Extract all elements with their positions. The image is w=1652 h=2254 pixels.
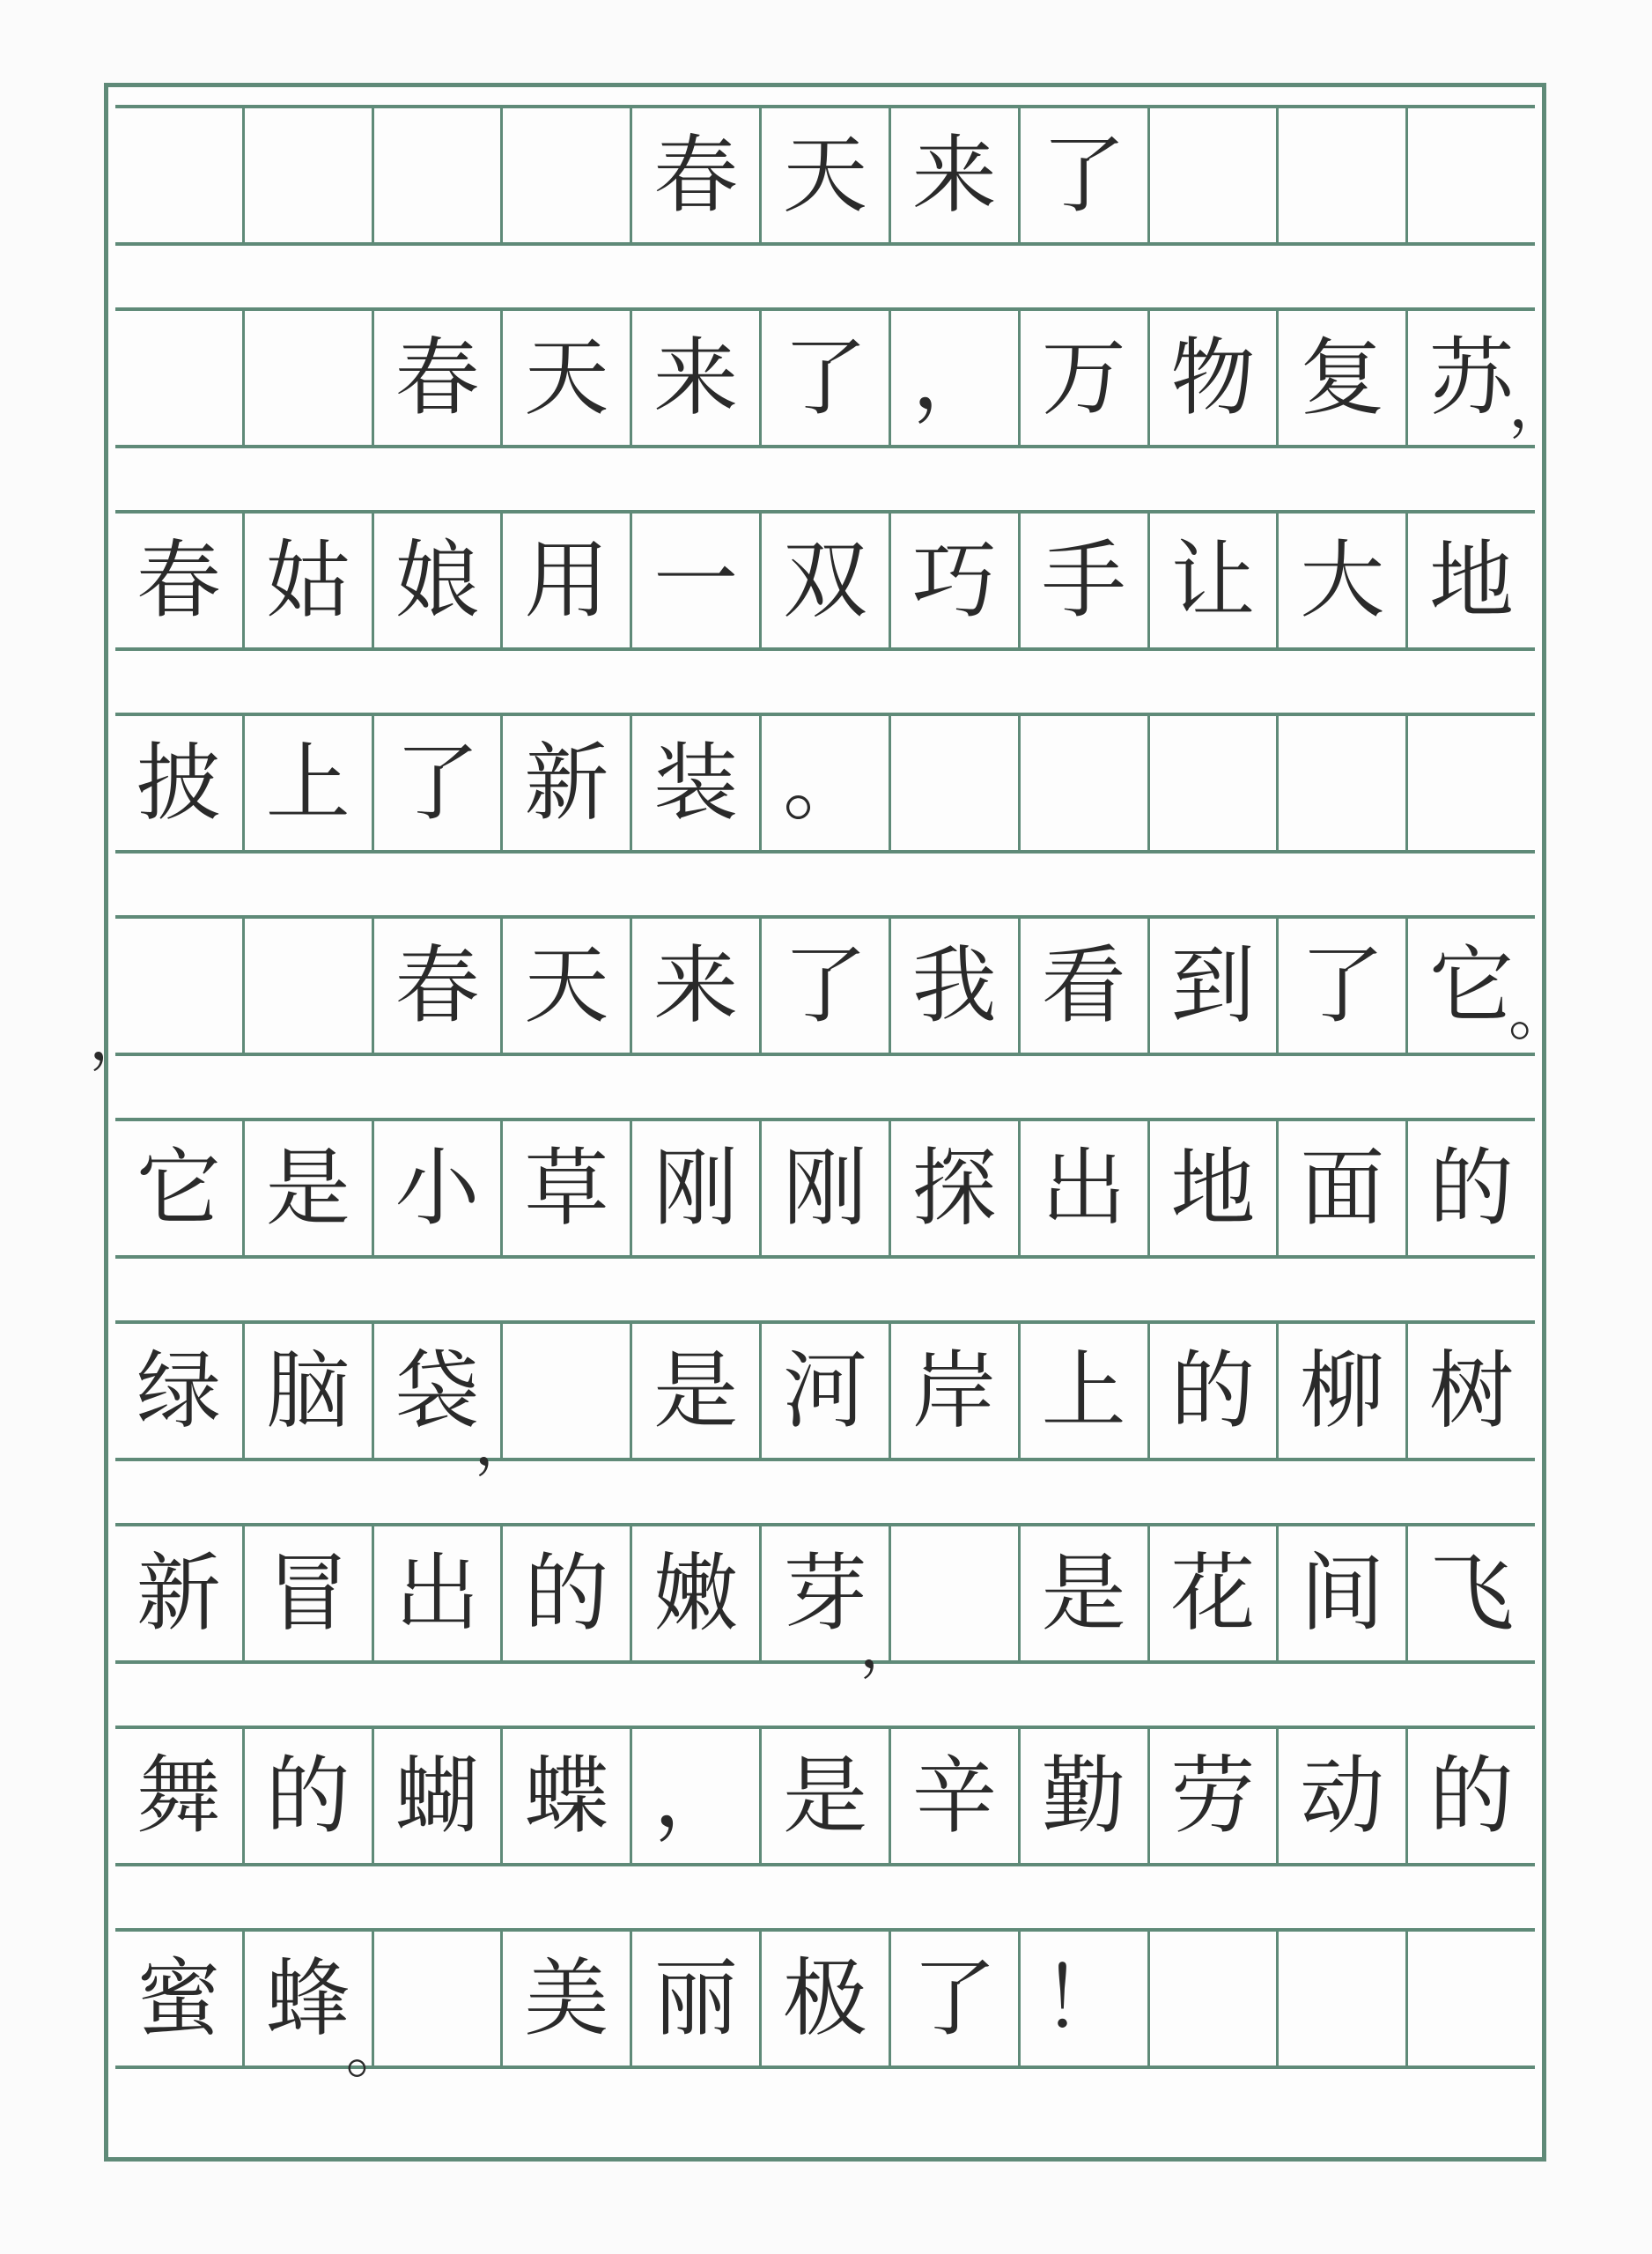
handwritten-character: ！ (1041, 1949, 1126, 2048)
handwritten-character: 了 (395, 734, 480, 832)
handwritten-character: 春 (395, 329, 480, 427)
handwritten-character: 探 (911, 1139, 997, 1238)
handwritten-character: 蝴 (395, 1747, 480, 1845)
handwritten-character: 手 (1041, 531, 1126, 630)
handwritten-character: 小 (395, 1139, 480, 1238)
trailing-punctuation: 。 (1508, 977, 1570, 1049)
handwritten-character: 是 (653, 1341, 739, 1440)
handwritten-character: 上 (265, 734, 350, 832)
handwritten-character: 辛 (911, 1747, 997, 1845)
grid-cell (630, 514, 759, 647)
grid-cell (500, 108, 630, 242)
grid-cell (115, 108, 242, 242)
handwritten-character: 勤 (1041, 1747, 1126, 1845)
grid-cell (372, 716, 501, 850)
grid-cell (372, 108, 501, 242)
grid-cell (889, 1932, 1018, 2066)
grid-cell (500, 311, 630, 445)
grid-cell (500, 514, 630, 647)
grid-cell (1147, 1526, 1277, 1660)
grid-row (89, 915, 1570, 1074)
handwritten-character: 脑 (265, 1341, 350, 1440)
handwritten-character: 冒 (265, 1544, 350, 1643)
handwritten-character: 芽 (782, 1544, 867, 1643)
grid-cell (1276, 1526, 1405, 1660)
handwritten-character: 袋 (395, 1341, 480, 1440)
grid-cell (1147, 514, 1277, 647)
grid-cell (759, 919, 889, 1053)
handwritten-character: 树 (1429, 1341, 1515, 1440)
handwritten-character: 来 (653, 329, 739, 427)
handwritten-character: 娘 (395, 531, 480, 630)
handwritten-character: 蜜 (136, 1949, 221, 2048)
grid-cell (759, 1932, 889, 2066)
handwritten-character: 河 (782, 1341, 867, 1440)
grid-cell (372, 1729, 501, 1863)
grid-cell (630, 311, 759, 445)
grid-cell (1018, 1324, 1147, 1458)
grid-cell (1147, 1121, 1277, 1255)
handwritten-character: 。 (782, 734, 867, 832)
handwritten-character: 地 (1170, 1139, 1256, 1238)
grid-cell (1018, 1526, 1147, 1660)
handwritten-character: 极 (782, 1949, 867, 2048)
writing-grid-sheet (89, 83, 1570, 2162)
handwritten-character: 出 (1041, 1139, 1126, 1238)
grid-cell (372, 1121, 501, 1255)
grid-cell (115, 1121, 242, 1255)
grid-cell (759, 514, 889, 647)
grid-row (115, 510, 1535, 651)
grid-cell (1147, 1729, 1277, 1863)
handwritten-character: 是 (1041, 1544, 1126, 1643)
handwritten-character: 的 (1429, 1747, 1515, 1845)
grid-cell (1405, 1932, 1535, 2066)
handwritten-character: 了 (782, 329, 867, 427)
grid-cell (242, 108, 372, 242)
grid-row (115, 1928, 1535, 2087)
handwritten-character: 披 (136, 734, 221, 832)
grid-cell (759, 1324, 889, 1458)
handwritten-character: 了 (782, 936, 867, 1035)
handwritten-character: 蝶 (524, 1747, 609, 1845)
inline-punctuation: ， (859, 1609, 921, 1681)
handwritten-character: 了 (1041, 126, 1126, 225)
grid-cell (1276, 1121, 1405, 1255)
handwritten-character: 的 (265, 1747, 350, 1845)
handwritten-character: 嫩 (653, 1544, 739, 1643)
handwritten-character: 一 (653, 531, 739, 630)
grid-row (115, 1523, 1535, 1681)
grid-cell (242, 1324, 372, 1458)
grid-cell (1276, 311, 1405, 445)
grid-cell (759, 311, 889, 445)
grid-cell (372, 514, 501, 647)
grid-cell (1276, 514, 1405, 647)
handwritten-character: 天 (782, 126, 867, 225)
grid-cell (115, 311, 242, 445)
grid-cell (1018, 919, 1147, 1053)
grid-cell (115, 1324, 242, 1458)
grid-cell (1018, 311, 1147, 445)
grid-cell (630, 108, 759, 242)
handwritten-character: 花 (1170, 1544, 1256, 1643)
handwritten-character: 的 (1429, 1139, 1515, 1238)
handwritten-character: 美 (524, 1949, 609, 2048)
handwritten-character: 岸 (911, 1341, 997, 1440)
grid-cell (242, 514, 372, 647)
grid-row (115, 105, 1535, 246)
grid-cell (1018, 1121, 1147, 1255)
handwritten-character: ， (653, 1747, 739, 1845)
handwritten-character: 我 (911, 936, 997, 1035)
handwritten-character: 刚 (782, 1139, 867, 1238)
grid-row (115, 307, 1570, 448)
inline-punctuation: ， (474, 1407, 536, 1479)
handwritten-character: 新 (524, 734, 609, 832)
grid-cell (759, 1729, 889, 1863)
grid-cell (242, 919, 372, 1053)
grid-cell (889, 311, 1018, 445)
handwritten-character: 上 (1041, 1341, 1126, 1440)
inline-punctuation: 。 (345, 2014, 408, 2087)
grid-cell (1276, 716, 1405, 850)
grid-cell (372, 1526, 501, 1660)
grid-cell (889, 1324, 1018, 1458)
inline-punctuation: ， (89, 1001, 151, 1074)
grid-cell (1018, 1932, 1147, 2066)
handwritten-character: 它 (1429, 936, 1515, 1035)
grid-cell (1147, 1932, 1277, 2066)
handwritten-character: 复 (1300, 329, 1385, 427)
handwritten-character: 柳 (1300, 1341, 1385, 1440)
grid-cell (115, 514, 242, 647)
handwritten-character: 春 (395, 936, 480, 1035)
handwritten-character: 春 (653, 126, 739, 225)
handwritten-character: 面 (1300, 1139, 1385, 1238)
handwritten-character: 地 (1429, 531, 1515, 630)
grid-cell (1405, 1526, 1535, 1660)
handwritten-character: 来 (653, 936, 739, 1035)
grid-cell (759, 1121, 889, 1255)
grid-cell (889, 108, 1018, 242)
handwritten-character: 间 (1300, 1544, 1385, 1643)
grid-row (115, 1320, 1535, 1479)
handwritten-character: 飞 (1429, 1544, 1515, 1643)
handwritten-character: 天 (524, 936, 609, 1035)
handwritten-character: 出 (395, 1544, 480, 1643)
grid-cell (889, 1729, 1018, 1863)
grid-cell (242, 1121, 372, 1255)
handwritten-character: 大 (1300, 531, 1385, 630)
handwritten-character: 让 (1170, 531, 1256, 630)
grid-cell (1405, 514, 1535, 647)
grid-cell (372, 919, 501, 1053)
handwritten-character: 绿 (136, 1341, 221, 1440)
handwritten-character: 双 (782, 531, 867, 630)
grid-cell (1405, 1121, 1535, 1255)
grid-cell (630, 716, 759, 850)
grid-cell (1276, 1932, 1405, 2066)
grid-cell (889, 716, 1018, 850)
grid-cell (1276, 108, 1405, 242)
handwritten-character: 是 (782, 1747, 867, 1845)
grid-row (115, 713, 1535, 854)
grid-cell (1018, 514, 1147, 647)
grid-cell (242, 716, 372, 850)
grid-cell (242, 311, 372, 445)
handwritten-character: 蜂 (265, 1949, 350, 2048)
grid-cell (1276, 1324, 1405, 1458)
grid-cell (1405, 716, 1535, 850)
grid-cell (115, 716, 242, 850)
grid-cell (1147, 716, 1277, 850)
handwritten-character: 它 (136, 1139, 221, 1238)
grid-cell (1018, 716, 1147, 850)
grid-cell (630, 1324, 759, 1458)
grid-cell (1147, 311, 1277, 445)
grid-cell (1276, 919, 1405, 1053)
grid-cell (630, 1526, 759, 1660)
handwritten-character: 丽 (653, 1949, 739, 2048)
handwritten-character: 动 (1300, 1747, 1385, 1845)
grid-cell (1405, 108, 1535, 242)
grid-cell (1147, 919, 1277, 1053)
handwritten-character: 看 (1041, 936, 1126, 1035)
handwritten-character: 苏 (1429, 329, 1515, 427)
grid-cell (115, 1729, 242, 1863)
handwritten-character: 装 (653, 734, 739, 832)
handwritten-character: 到 (1170, 936, 1256, 1035)
handwritten-character: 巧 (911, 531, 997, 630)
handwritten-character: 是 (265, 1139, 350, 1238)
grid-cell (1405, 1324, 1535, 1458)
grid-cell (1018, 108, 1147, 242)
handwritten-character: 的 (524, 1544, 609, 1643)
handwritten-character: 的 (1170, 1341, 1256, 1440)
grid-cell (759, 108, 889, 242)
handwritten-character: 天 (524, 329, 609, 427)
grid-cell (500, 1526, 630, 1660)
handwritten-character: 万 (1041, 329, 1126, 427)
grid-cell (500, 1729, 630, 1863)
grid-cell (889, 919, 1018, 1053)
grid-cell (630, 1121, 759, 1255)
handwritten-character: 草 (524, 1139, 609, 1238)
grid-cell (759, 716, 889, 850)
grid-cell (500, 716, 630, 850)
grid-cell (242, 1526, 372, 1660)
grid-row (115, 1118, 1535, 1259)
grid-cell (242, 1729, 372, 1863)
grid-cell (115, 1526, 242, 1660)
handwritten-character: 舞 (136, 1747, 221, 1845)
handwritten-character: 春 (136, 531, 221, 630)
grid-row (115, 1726, 1535, 1866)
grid-cell (1276, 1729, 1405, 1863)
handwritten-character: 刚 (653, 1139, 739, 1238)
handwritten-character: 新 (136, 1544, 221, 1643)
grid-cell (1018, 1729, 1147, 1863)
trailing-punctuation: ， (1508, 369, 1570, 441)
grid-cell (1147, 1324, 1277, 1458)
handwritten-character: 了 (911, 1949, 997, 2048)
grid-cell (630, 1932, 759, 2066)
handwritten-character: ， (911, 329, 997, 427)
grid-cell (500, 1932, 630, 2066)
grid-cell (115, 1932, 242, 2066)
handwritten-character: 用 (524, 531, 609, 630)
handwritten-character: 来 (911, 126, 997, 225)
grid-cell (889, 1121, 1018, 1255)
handwritten-character: 了 (1300, 936, 1385, 1035)
grid-cell (630, 1729, 759, 1863)
grid-cell (630, 919, 759, 1053)
handwritten-character: 物 (1170, 329, 1256, 427)
grid-cell (889, 514, 1018, 647)
grid-cell (1405, 1729, 1535, 1863)
handwritten-character: 姑 (265, 531, 350, 630)
handwritten-character: 劳 (1170, 1747, 1256, 1845)
grid-cell (500, 919, 630, 1053)
grid-cell (500, 1121, 630, 1255)
grid-cell (372, 311, 501, 445)
grid-cell (1147, 108, 1277, 242)
